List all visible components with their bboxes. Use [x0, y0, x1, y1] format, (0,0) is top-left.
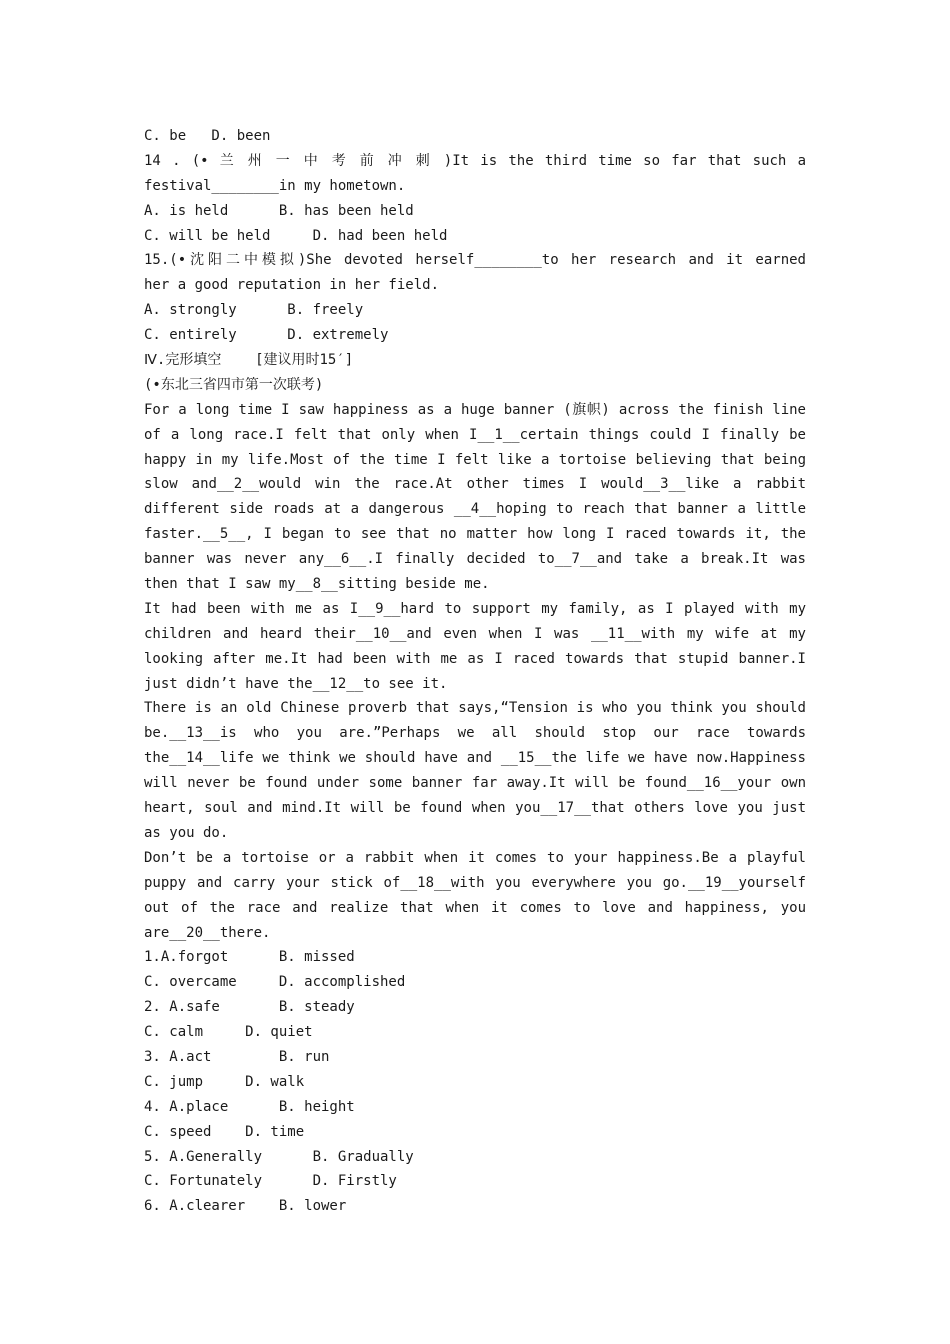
text-line: 6. A.clearer B. lower: [144, 1198, 347, 1215]
text-line: be.__13__is who you are.”Perhaps we all should stop our race towards: [144, 725, 806, 742]
text-line: There is an old Chinese proverb that says,“Tension is who you think you should: [144, 700, 806, 717]
text-line: C. jump D. walk: [144, 1073, 305, 1090]
text-line: out of the race and realize that when it comes to love and happiness, you: [144, 899, 806, 916]
text-line: Ⅳ.完形填空 [建议用时15′]: [144, 352, 354, 369]
text-line: of a long race.I felt that only when I__1__certain things could I finally be: [144, 426, 806, 443]
text-line: slow and__2__would win the race.At other times I would__3__like a rabbit: [144, 476, 806, 493]
text-line: C. will be held D. had been held: [144, 227, 448, 244]
text-line: her a good reputation in her field.: [144, 277, 440, 294]
text-line: 3. A.act B. run: [144, 1048, 330, 1065]
text-line: different side roads at a dangerous __4__hoping to reach that banner a little: [144, 501, 806, 518]
text-line: A. strongly B. freely: [144, 302, 364, 319]
text-line: C. calm D. quiet: [144, 1024, 313, 1041]
text-line: are__20__there.: [144, 924, 271, 941]
text-line: will never be found under some banner far away.It will be found__16__your own: [144, 775, 806, 792]
text-line: heart, soul and mind.It will be found when you__17__that others love you just: [144, 800, 806, 817]
text-line: C. overcame D. accomplished: [144, 974, 406, 991]
text-line: 4. A.place B. height: [144, 1098, 355, 1115]
text-line: (•东北三省四市第一次联考): [144, 376, 324, 393]
text-line: 15.(•沈阳二中模拟)She devoted herself________to her research and it earned: [144, 252, 806, 269]
text-line: puppy and carry your stick of__18__with you everywhere you go.__19__yourself: [144, 874, 806, 891]
text-line: C. Fortunately D. Firstly: [144, 1173, 397, 1190]
text-line: It had been with me as I__9__hard to support my family, as I played with my: [144, 600, 806, 617]
text-line: banner was never any__6__.I finally decided to__7__and take a break.It was: [144, 551, 806, 568]
text-line: just didn’t have the__12__to see it.: [144, 675, 448, 692]
text-line: looking after me.It had been with me as I raced towards that stupid banner.I: [144, 650, 806, 667]
text-line: 5. A.Generally B. Gradually: [144, 1148, 414, 1165]
text-line: For a long time I saw happiness as a huge banner (旗帜) across the finish line: [144, 401, 806, 418]
text-line: then that I saw my__8__sitting beside me.: [144, 576, 490, 593]
text-line: the__14__life we think we should have and __15__the life we have now.Happiness: [144, 750, 806, 767]
text-line: C. speed D. time: [144, 1123, 305, 1140]
text-line: festival________in my hometown.: [144, 177, 406, 194]
text-line: as you do.: [144, 824, 229, 841]
text-line: faster.__5__, I began to see that no matter how long I raced towards it, the: [144, 526, 806, 543]
text-line: C. be D. been: [144, 128, 271, 144]
text-line: 14 . (• 兰 州 一 中 考 前 冲 刺 )It is the third time so far that such a: [144, 152, 806, 169]
text-line: children and heard their__10__and even when I was __11__with my wife at my: [144, 625, 806, 642]
text-line: C. entirely D. extremely: [144, 327, 389, 344]
text-line: happy in my life.Most of the time I felt like a tortoise believing that being: [144, 451, 806, 468]
text-line: A. is held B. has been held: [144, 202, 414, 219]
text-line: Don’t be a tortoise or a rabbit when it comes to your happiness.Be a playful: [144, 849, 806, 866]
text-line: 1.A.forgot B. missed: [144, 949, 355, 966]
text-line: 2. A.safe B. steady: [144, 999, 355, 1016]
document-body: [144, 124, 806, 1219]
